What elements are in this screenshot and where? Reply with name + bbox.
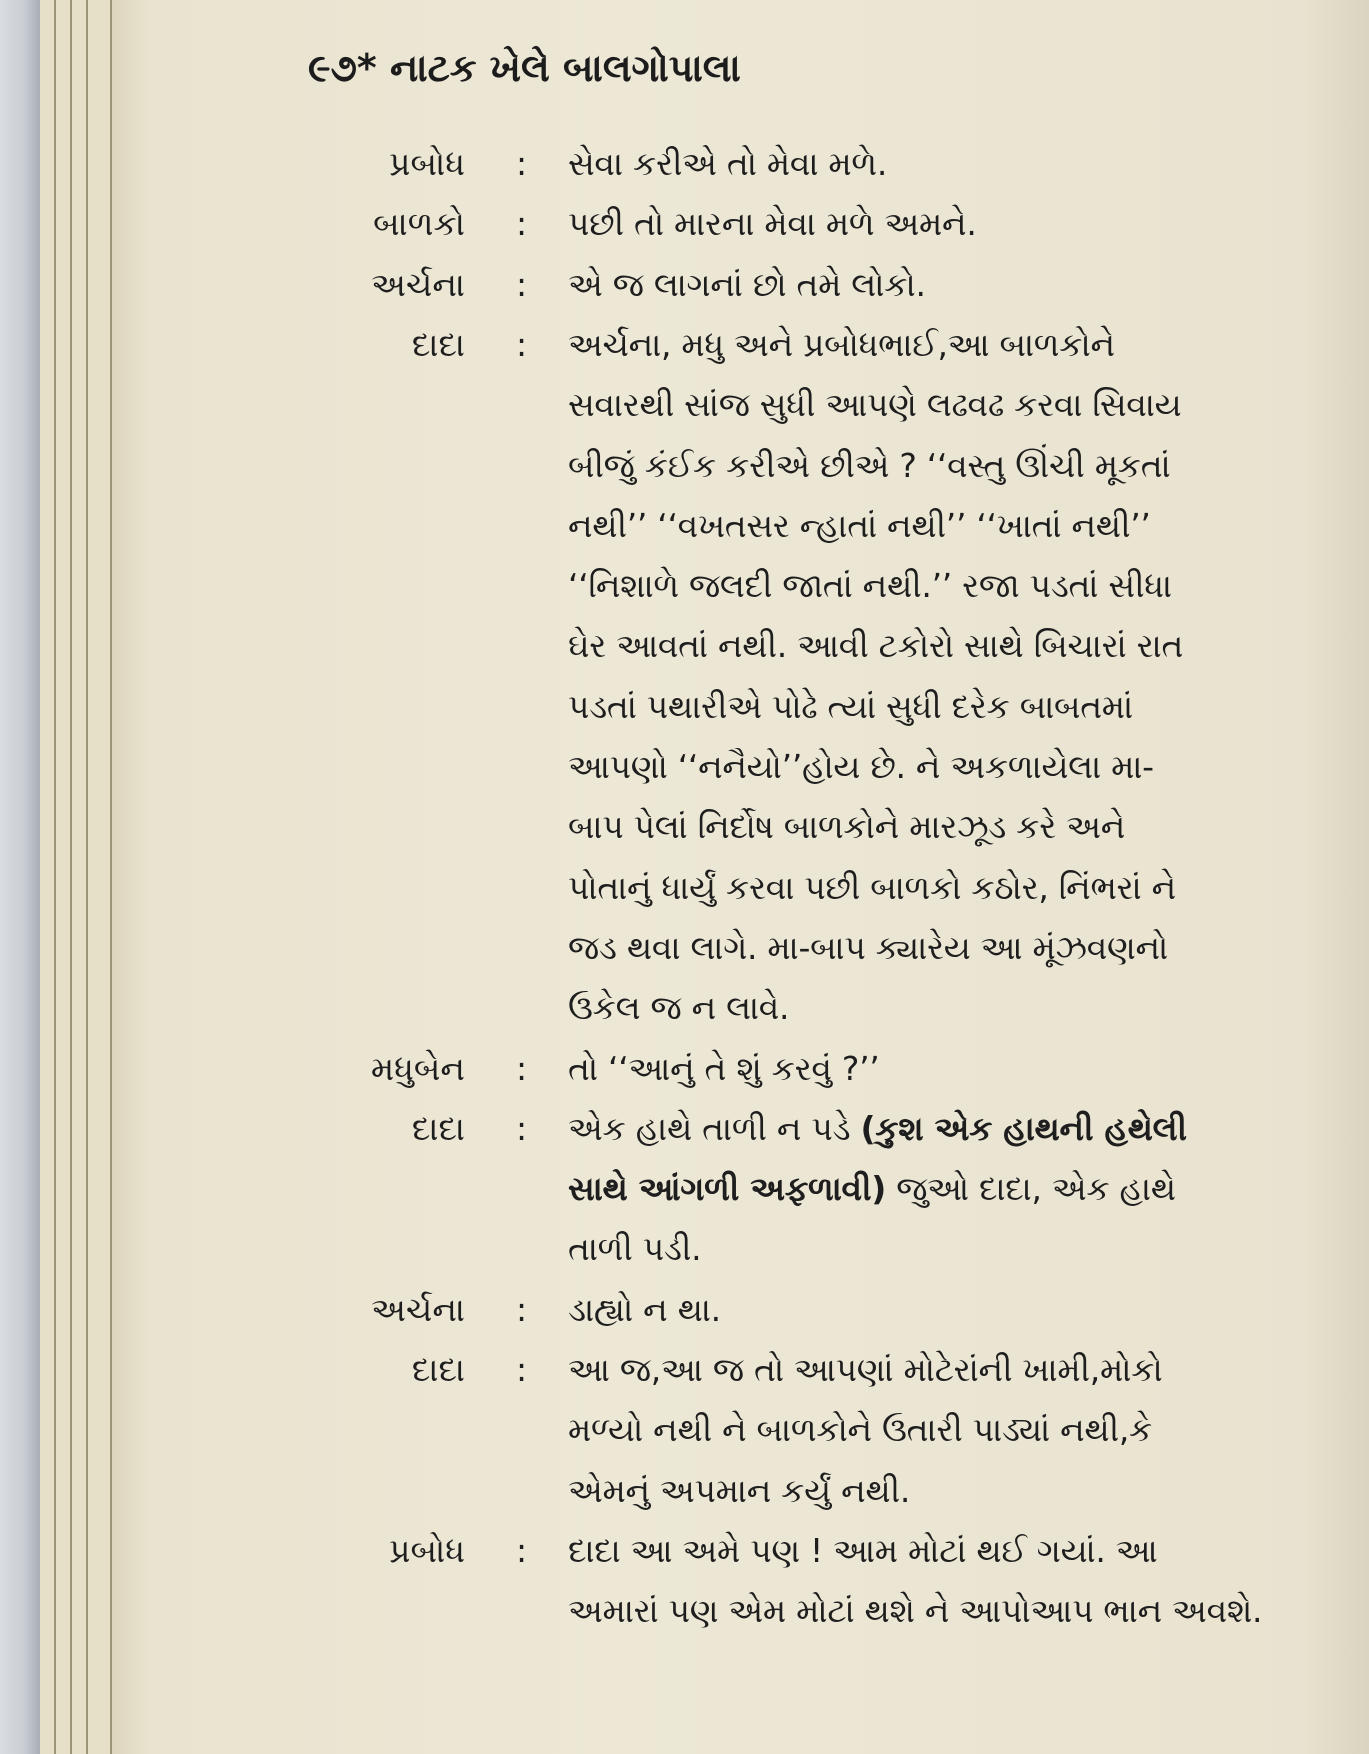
- spoken-text: સેવા કરીએ તો મેવા મળે.: [568, 144, 888, 183]
- dialogue-line: [0, 192, 1369, 256]
- dialogue-line: [0, 434, 1369, 498]
- dialogue-line: [0, 1097, 1369, 1161]
- dialogue-text: [568, 192, 977, 256]
- speaker-colon: :: [516, 144, 528, 183]
- speaker-name: અર્ચના: [371, 265, 465, 304]
- spoken-text: અર્ચના, મધુ અને પ્રબોધભાઈ,આ બાળકોને: [568, 325, 1115, 364]
- dialogue-line: [0, 132, 1369, 196]
- speaker-name: પ્રબોધ: [389, 1531, 465, 1570]
- dialogue-text: [568, 916, 1168, 980]
- dialogue-line: [0, 1459, 1369, 1523]
- speaker-colon: :: [516, 1350, 528, 1389]
- dialogue-text: [568, 434, 1170, 498]
- dialogue-text: [568, 373, 1181, 437]
- spoken-text: આપણો ‘‘નનૈયો’’હોય છે. ને અકળાયેલા મા-: [568, 747, 1154, 786]
- speaker-colon: :: [516, 1049, 528, 1088]
- spoken-text: એમનું અપમાન કર્યું નથી.: [568, 1471, 911, 1510]
- dialogue-text: [568, 1217, 701, 1281]
- dialogue-text: [568, 976, 789, 1040]
- stage-direction: (કુશ એક હાથની હથેલી: [860, 1109, 1187, 1148]
- spoken-text: અમારાં પણ એમ મોટાં થશે ને આપોઆપ ભાન અવશે.: [568, 1591, 1263, 1630]
- dialogue-text: [568, 856, 1176, 920]
- dialogue-line: [0, 614, 1369, 678]
- spoken-text: આ જ,આ જ તો આપણાં મોટેરાંની ખામી,મોકો: [568, 1350, 1163, 1389]
- dialogue-text: [568, 554, 1172, 618]
- spoken-text: પછી તો મારના મેવા મળે અમને.: [568, 204, 977, 243]
- dialogue-text: [568, 1519, 1157, 1583]
- dialogue-text: [568, 494, 1151, 558]
- dialogue-text: [568, 1398, 1152, 1462]
- dialogue-line: [0, 373, 1369, 437]
- dialogue-line: [0, 916, 1369, 980]
- dialogue-line: [0, 735, 1369, 799]
- dialogue-line: [0, 1338, 1369, 1402]
- spoken-text: ઘેર આવતાં નથી. આવી ટકોરો સાથે બિચારાં રાત: [568, 626, 1184, 665]
- spoken-text: દાદા આ અમે પણ ! આમ મોટાં થઈ ગયાં. આ: [568, 1531, 1158, 1570]
- dialogue-text: [568, 1037, 879, 1101]
- speaker-name: અર્ચના: [371, 1290, 465, 1329]
- dialogue-line: [0, 1157, 1369, 1221]
- speaker-name: પ્રબોધ: [389, 144, 465, 183]
- dialogue-text: [568, 253, 926, 317]
- dialogue-line: [0, 494, 1369, 558]
- dialogue-text: [568, 1579, 1262, 1643]
- spoken-text: તો ‘‘આનું તે શું કરવું ?’’: [568, 1049, 880, 1088]
- dialogue-line: [0, 1037, 1369, 1101]
- dialogue-text: [568, 735, 1154, 799]
- spoken-text: નથી’’ ‘‘વખતસર ન્હાતાં નથી’’ ‘‘ખાતાં નથી’’: [568, 506, 1151, 545]
- speaker-name: દાદા: [411, 1109, 465, 1148]
- speaker-colon: :: [516, 325, 528, 364]
- dialogue-line: [0, 1579, 1369, 1643]
- dialogue-line: [0, 253, 1369, 317]
- dialogue-text: [568, 132, 887, 196]
- page-header: ૯૭* નાટક ખેલે બાલગોપાલા: [308, 46, 741, 90]
- spoken-text: સવારથી સાંજ સુધી આપણે લઢવઢ કરવા સિવાય: [568, 385, 1182, 424]
- speaker-name: દાદા: [411, 325, 465, 364]
- spoken-text: તાળી પડી.: [568, 1229, 702, 1268]
- dialogue-text: [568, 795, 1125, 859]
- speaker-name: મધુબેન: [370, 1049, 465, 1088]
- dialogue-line: [0, 1519, 1369, 1583]
- dialogue-text: [568, 1459, 910, 1523]
- speaker-name: બાળકો: [373, 204, 465, 243]
- spoken-text: બાપ પેલાં નિર્દોષ બાળકોને મારઝૂડ કરે અને: [568, 807, 1126, 846]
- dialogue-line: [0, 313, 1369, 377]
- dialogue-text: [568, 1338, 1162, 1402]
- dialogue-text: [568, 1097, 1187, 1161]
- dialogue-line: [0, 795, 1369, 859]
- spoken-text: ડાહ્યો ન થા.: [568, 1290, 721, 1329]
- spoken-text: એ જ લાગનાં છો તમે લોકો.: [568, 265, 926, 304]
- spoken-text: જુઓ દાદા, એક હાથે: [886, 1169, 1176, 1208]
- dialogue-line: [0, 1217, 1369, 1281]
- dialogue-text: [568, 614, 1183, 678]
- speaker-colon: :: [516, 1290, 528, 1329]
- spoken-text: ‘‘નિશાળે જલદી જાતાં નથી.’’ રજા પડતાં સીધા: [568, 566, 1172, 605]
- spoken-text: મળ્યો નથી ને બાળકોને ઉતારી પાડ્યાં નથી,કે: [568, 1410, 1153, 1449]
- speaker-colon: :: [516, 204, 528, 243]
- speaker-colon: :: [516, 1531, 528, 1570]
- dialogue-line: [0, 1398, 1369, 1462]
- dialogue-line: [0, 554, 1369, 618]
- spoken-text: જડ થવા લાગે. મા-બાપ ક્યારેય આ મૂંઝવણનો: [568, 928, 1168, 967]
- spoken-text: બીજું કંઈક કરીએ છીએ ? ‘‘વસ્તુ ઊંચી મૂકતાં: [568, 446, 1171, 485]
- spoken-text: પડતાં પથારીએ પોઢે ત્યાં સુધી દરેક બાબતમાં: [568, 687, 1133, 726]
- dialogue-text: [568, 1157, 1176, 1221]
- spoken-text: એક હાથે તાળી ન પડે: [568, 1109, 861, 1148]
- speaker-colon: :: [516, 265, 528, 304]
- dialogue-text: [568, 675, 1133, 739]
- dialogue-line: [0, 1278, 1369, 1342]
- dialogue-text: [568, 313, 1115, 377]
- dialogue-line: [0, 675, 1369, 739]
- dialogue-text: [568, 1278, 721, 1342]
- spoken-text: પોતાનું ધાર્યું કરવા પછી બાળકો કઠોર, નિંભરાં ને: [568, 868, 1176, 907]
- dialogue-line: [0, 856, 1369, 920]
- speaker-name: દાદા: [411, 1350, 465, 1389]
- spoken-text: ઉકેલ જ ન લાવે.: [568, 988, 790, 1027]
- stage-direction: સાથે આંગળી અફળાવી): [568, 1169, 887, 1208]
- speaker-colon: :: [516, 1109, 528, 1148]
- dialogue-line: [0, 976, 1369, 1040]
